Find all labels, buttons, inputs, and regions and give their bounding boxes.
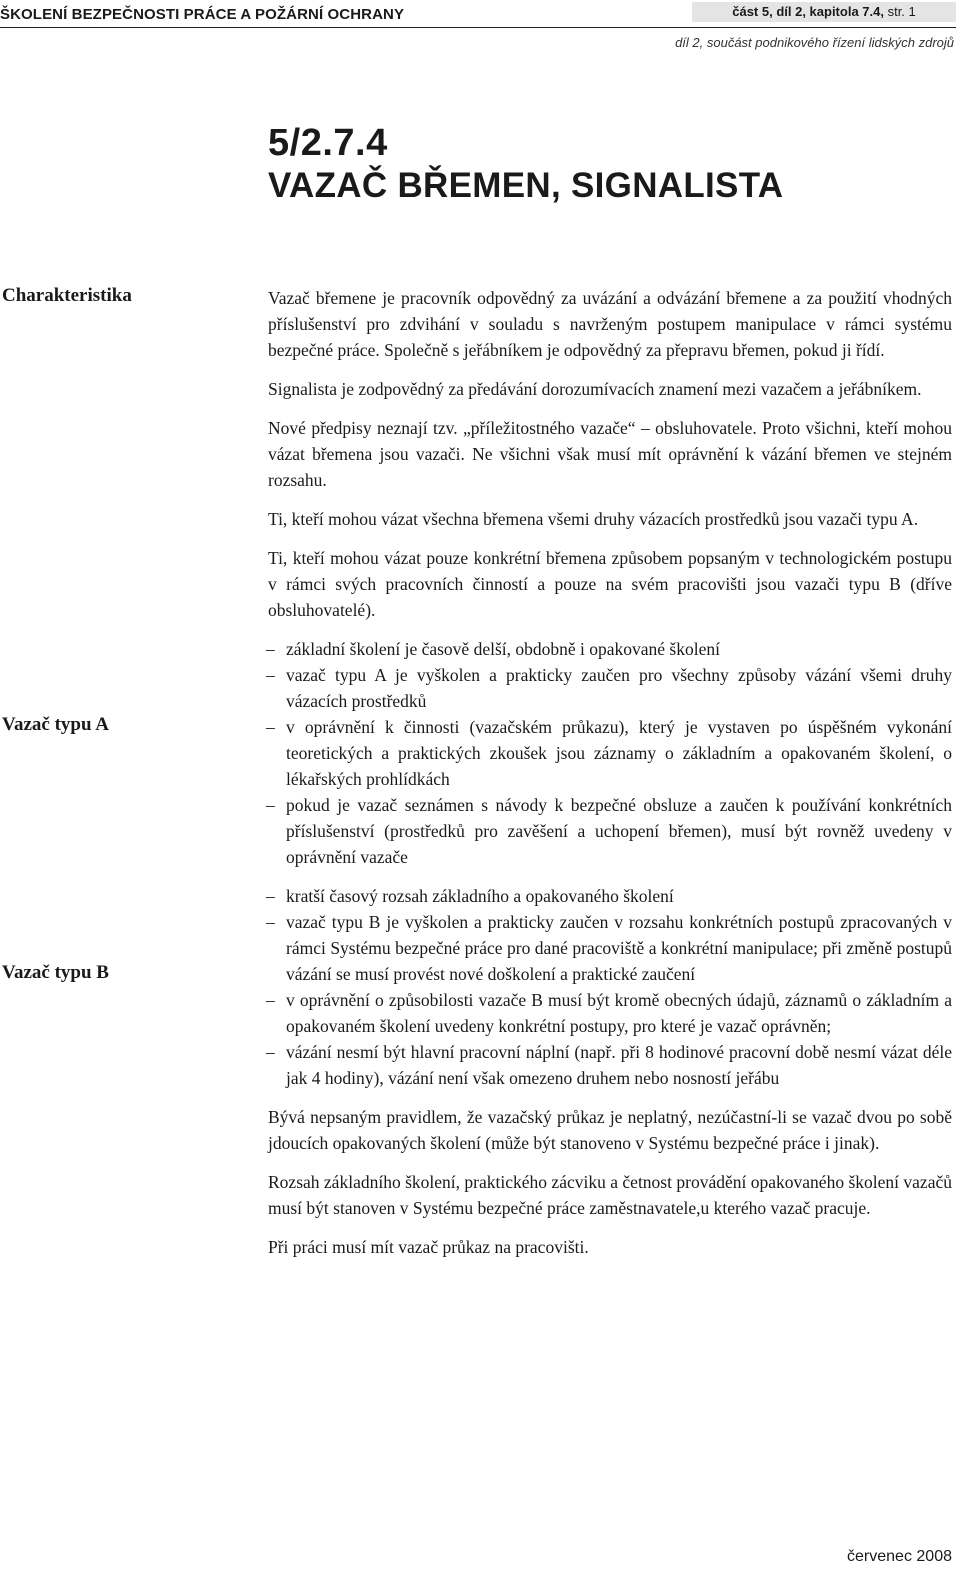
list-item: – základní školení je časově delší, obdobně i opakované školení <box>268 636 952 662</box>
list-item: – kratší časový rozsah základního a opakovaného školení <box>268 883 952 909</box>
side-label-type-a: Vazač typu A <box>2 714 109 735</box>
side-label-type-b: Vazač typu B <box>2 962 109 983</box>
type-b-list <box>268 883 952 1091</box>
paragraph: Bývá nepsaným pravidlem, že vazačský průkaz je neplatný, nezúčastní-li se vazač dvou po sobě jdoucích opakovaných školení (může být stanoveno v Systému bezpečné práce i jinak). <box>268 1107 952 1153</box>
section-number: 5/2.7.4 <box>268 122 388 164</box>
paragraph: Ti, kteří mohou vázat pouze konkrétní břemena způsobem popsaným v technologickém postupu v rámci svých pracovních činností a pouze na svém pracovišti jsou vazači typu B (dříve obsluhovatelé). <box>268 548 952 620</box>
paragraph: Nové předpisy neznají tzv. „příležitostného vazače“ – obsluhovatele. Proto všichni, kteří mohou vázat břemena jsou vazači. Ne všichni však musí mít oprávnění k vázání břemen ve stejném rozsahu. <box>268 418 952 490</box>
chapter-reference-box <box>692 2 956 22</box>
section-title: VAZAČ BŘEMEN, SIGNALISTA <box>268 166 784 205</box>
footer-date: červenec 2008 <box>847 1548 952 1565</box>
list-item: – v oprávnění o způsobilosti vazače B musí být kromě obecných údajů, záznamů o základním a opakovaném školení uvedeny konkrétní postupy, pro které je vazač oprávněn; <box>268 987 952 1039</box>
header-divider <box>0 27 956 28</box>
paragraph: Ti, kteří mohou vázat všechna břemena všemi druhy vázacích prostředků jsou vazači typu A. <box>268 509 919 529</box>
list-item: – pokud je vazač seznámen s návody k bezpečné obsluze a zaučen k používání konkrétních příslušenství (prostředků pro zavěšení a uchopení břemen), musí být rovněž uvedeny v oprávnění vazače <box>268 792 952 870</box>
paragraph: Rozsah základního školení, praktického zácviku a četnost provádění opakovaného školení vazačů musí být stanoven v Systému bezpečné práce zaměstnavatele,u kterého vazač pracuje. <box>268 1172 952 1218</box>
header-subtitle: díl 2, součást podnikového řízení lidských zdrojů <box>675 35 954 50</box>
side-label-characteristics: Charakteristika <box>2 285 132 306</box>
list-item: – v oprávnění k činnosti (vazačském průkazu), který je vystaven po úspěšném vykonání teoretických a praktických zkoušek jsou záznamy o základním a opakovaném školení, o lékařských prohlídkách <box>268 714 952 792</box>
paragraph: Vazač břemene je pracovník odpovědný za uvázání a odvázání břemene a za použití vhodných příslušenství pro zdvihání v souladu s navrženým postupem manipulace v rámci systému bezpečné práce. Společně s jeřábníkem je odpovědný za přepravu břemen, pokud ji řídí. <box>268 288 952 360</box>
list-item: – vazač typu A je vyškolen a prakticky zaučen pro všechny způsoby vázání všemi druhy vázacích prostředků <box>268 662 952 714</box>
main-content <box>268 285 952 1273</box>
list-item: – vázání nesmí být hlavní pracovní náplní (např. při 8 hodinové pracovní době nesmí vázat déle jak 4 hodiny), vázání není však omezeno druhem nebo nosností jeřábu <box>268 1039 952 1091</box>
header-title: ŠKOLENÍ BEZPEČNOSTI PRÁCE A POŽÁRNÍ OCHRANY <box>0 6 405 23</box>
type-a-list <box>268 636 952 870</box>
paragraph: Při práci musí mít vazač průkaz na pracovišti. <box>268 1237 589 1257</box>
chapter-reference: část 5, díl 2, kapitola 7.4, <box>732 4 884 19</box>
page-reference: str. 1 <box>883 4 916 19</box>
list-item: – vazač typu B je vyškolen a prakticky zaučen v rozsahu konkrétních postupů zpracovaných v rámci Systému bezpečné práce pro dané pracoviště a konkrétní manipulace; při změně postupů vázání se musí provést nové doškolení a praktické zaučení <box>268 909 952 987</box>
paragraph: Signalista je zodpovědný za předávání dorozumívacích znamení mezi vazačem a jeřábníkem. <box>268 379 922 399</box>
